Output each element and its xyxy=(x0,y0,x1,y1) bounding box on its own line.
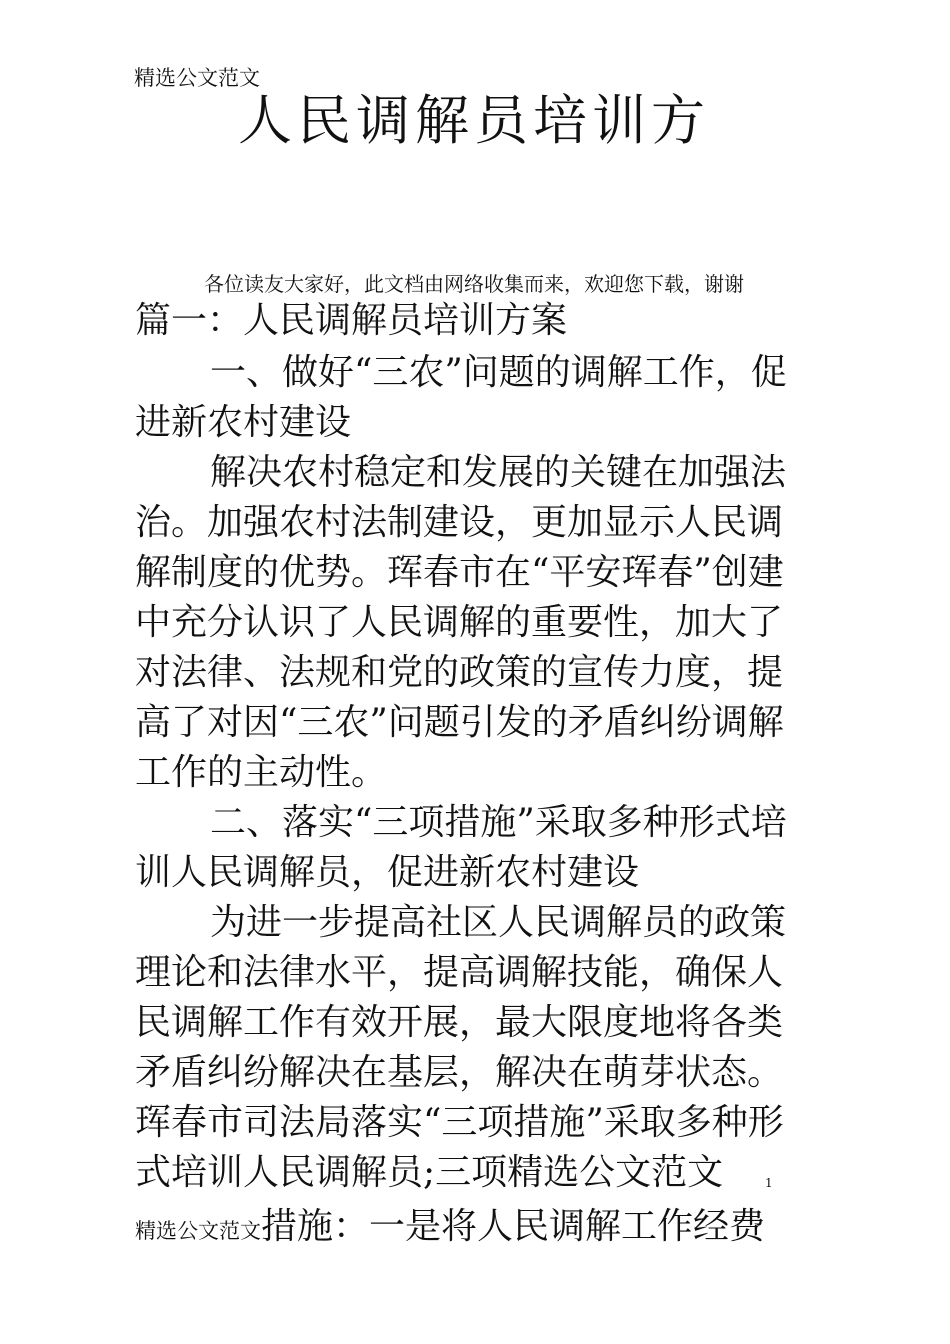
body-line: 对法律、法规和党的政策的宣传力度，提 xyxy=(135,652,784,693)
intro-text: 各位读友大家好，此文档由网络收集而来，欢迎您下载，谢谢 xyxy=(204,272,744,296)
body-line: 矛盾纠纷解决在基层，解决在萌芽状态。 xyxy=(135,1052,784,1093)
header-label: 精选公文范文 xyxy=(134,66,260,90)
body-line: 理论和法律水平，提高调解技能，确保人 xyxy=(135,952,784,993)
body-line: 中充分认识了人民调解的重要性，加大了 xyxy=(135,602,784,643)
body-line: 训人民调解员，促进新农村建设 xyxy=(135,852,640,893)
body-line: 解决农村稳定和发展的关键在加强法 xyxy=(210,452,787,493)
body-line: 治。加强农村法制建设，更加显示人民调 xyxy=(135,502,784,543)
body-line: 二、落实“三项措施”采取多种形式培 xyxy=(210,802,787,843)
footer-line xyxy=(135,1204,765,1254)
footer-label: 精选公文范文 xyxy=(135,1219,261,1243)
body-line: 一、做好“三农”问题的调解工作，促 xyxy=(210,352,787,393)
body-line: 解制度的优势。珲春市在“平安珲春”创建 xyxy=(135,552,784,593)
body-line: 民调解工作有效开展，最大限度地将各类 xyxy=(135,1002,784,1043)
body-line: 式培训人民调解员;三项精选公文范文 xyxy=(135,1152,724,1193)
body-line: 珲春市司法局落实“三项措施”采取多种形 xyxy=(135,1102,784,1143)
page-number: 1 xyxy=(765,1176,773,1190)
body-line: 高了对因“三农”问题引发的矛盾纠纷调解 xyxy=(135,702,784,743)
body-line: 工作的主动性。 xyxy=(135,752,388,793)
body-line: 为进一步提高社区人民调解员的政策 xyxy=(210,902,787,943)
document-title: 人民调解员培训方 xyxy=(238,89,710,152)
body-line: 进新农村建设 xyxy=(135,402,352,443)
section-heading: 篇一：人民调解员培训方案 xyxy=(135,300,568,341)
footer-text: 措施：一是将人民调解工作经费 xyxy=(261,1206,766,1247)
